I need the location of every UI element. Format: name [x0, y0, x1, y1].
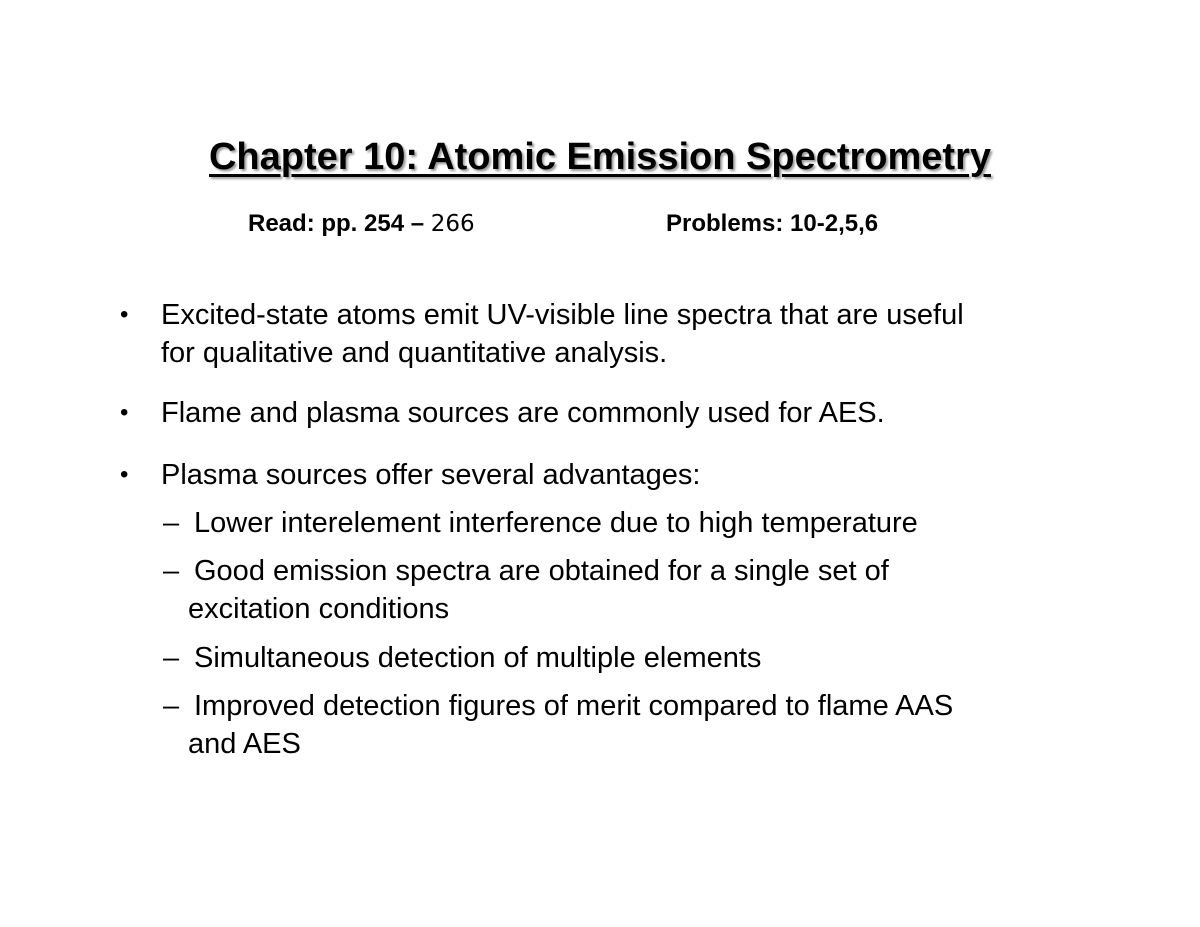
reading-label: Read: pp. 254 – [248, 210, 425, 237]
sub-item-text-line: and AES [188, 728, 301, 760]
reading-pages-end: 266 [430, 211, 475, 237]
sub-item-text-line: Lower interelement interference due to high temperature [194, 507, 918, 539]
bullet-text-line: for qualitative and quantitative analysis. [161, 337, 668, 369]
sub-item-text-line: Simultaneous detection of multiple elements [194, 642, 762, 674]
dash-marker: – [163, 507, 180, 539]
slide-title: Chapter 10: Atomic Emission Spectrometry [208, 136, 992, 178]
reading-assignment [248, 210, 475, 238]
dash-marker: – [163, 642, 180, 674]
bullet-text-line: Excited-state atoms emit UV-visible line spectra that are useful [161, 299, 964, 331]
dash-marker: – [163, 555, 180, 587]
bullet-marker: • [120, 461, 129, 488]
bullet-text-line: Flame and plasma sources are commonly used for AES. [161, 397, 885, 429]
problems-assignment: Problems: 10-2,5,6 [666, 210, 879, 237]
sub-item-text-line: Improved detection figures of merit compared to flame AAS [194, 690, 954, 722]
sub-item-text-line: excitation conditions [188, 593, 450, 625]
bullet-marker: • [120, 399, 129, 426]
sub-item-text-line: Good emission spectra are obtained for a single set of [194, 555, 889, 587]
bullet-marker: • [120, 301, 129, 328]
bullet-text-line: Plasma sources offer several advantages: [161, 459, 701, 491]
dash-marker: – [163, 690, 180, 722]
